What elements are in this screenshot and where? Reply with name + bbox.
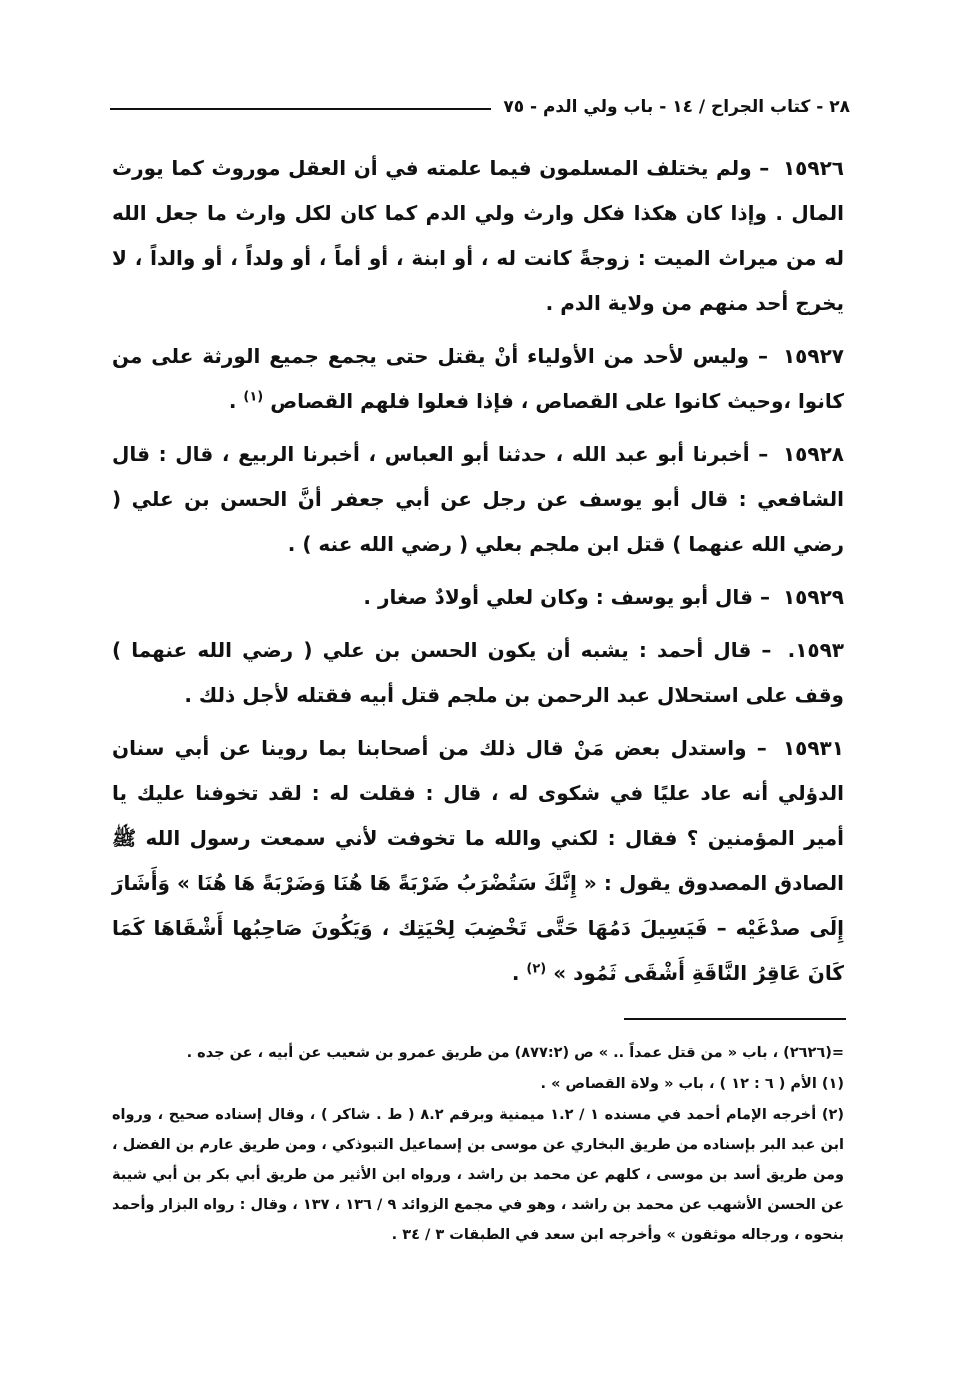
footnote-ref[interactable]: (١) xyxy=(243,389,264,405)
paragraph-number: ١٥٩٣. xyxy=(787,638,845,662)
paragraph-number: ١٥٩٢٧ xyxy=(782,344,844,368)
main-text xyxy=(112,146,844,1004)
paragraph-15926 xyxy=(112,146,844,326)
paragraph-tail: . xyxy=(228,389,244,413)
paragraph-15930 xyxy=(112,628,844,718)
footnote-continued: =(٢٦٢٦) ، باب « من قتل عمداً .. » ص (٨٧٧:٢) من طريق عمرو بن شعيب عن أبيه ، عن جده . xyxy=(186,1045,844,1061)
paragraph-number: ١٥٩٢٩ xyxy=(782,585,844,609)
paragraph-text: – واستدل بعض مَنْ قال ذلك من أصحابنا بما روينا عن أبي سنان الدؤلي أنه عاد عليًا في شكوى له ، قال : فقلت له : لقد تخوفنا عليك يا أمير المؤمنين ؟ فقال : لكني والله ما تخوفت لأني سمعت رسول الله ﷺ الصادق المصدوق يقول : « إِنَّكَ سَتُضْرَبُ ضَرْبَةً هَا هُنَا وَضَرْبَةً هَا هُنَا » وَأَشَارَ إِلَى صدْغَيْه – فَيَسِيلَ دَمُهَا حَتَّى تَخْضِبَ لِحْيَتِك ، وَيَكُونَ صَاحِبُها أَشْقَاهَا كَمَا كَانَ عَاقِرُ النَّاقَةِ أَشْقَى ثَمُود » xyxy=(112,736,844,985)
header-rule xyxy=(110,108,491,110)
paragraph-text: – أخبرنا أبو عبد الله ، حدثنا أبو العباس ، أخبرنا الربيع ، قال : قال الشافعي : قال أبو يوسف عن رجل عن أبي جعفر أنَّ الحسن بن علي ( رضي الله عنهما ) قتل ابن ملجم بعلي ( رضي الله عنه ) . xyxy=(112,442,844,556)
footnotes xyxy=(112,1038,844,1251)
paragraph-tail: . xyxy=(511,961,527,985)
paragraph-text: – ولم يختلف المسلمون فيما علمته في أن العقل موروث كما يورث المال . وإذا كان هكذا فكل وارث ولي الدم كما كان لكل وارث ما جعل الله له من ميراث الميت : زوجةً كانت له ، أو ابنة ، أو أماً ، أو ولداً ، أو والداً ، لا يخرج أحد منهم من ولاية الدم . xyxy=(112,156,844,315)
running-header xyxy=(110,92,850,122)
paragraph-number: ١٥٩٢٨ xyxy=(782,442,844,466)
footnote-rule xyxy=(624,1018,846,1020)
paragraph-number: ١٥٩٣١ xyxy=(782,736,844,760)
running-head-text: ٢٨ - كتاب الجراح / ١٤ - باب ولي الدم - ٧٥ xyxy=(503,97,850,117)
paragraph-15927 xyxy=(112,334,844,424)
paragraph-number: ١٥٩٢٦ xyxy=(782,156,844,180)
paragraph-text: – قال أبو يوسف : وكان لعلي أولادٌ صغار . xyxy=(363,585,770,609)
paragraph-15928 xyxy=(112,432,844,567)
footnote-2: (٢) أخرجه الإمام أحمد في مسنده ١ / ١.٢ ميمنية وبرقم ٨.٢ ( ط . شاكر ) ، وقال إسناده صحيح ، ورواه ابن عبد البر بإسناده من طريق البخاري عن موسى بن إسماعيل التبوذكي ، ومن طريق عارم بن الفضل ، ومن طريق أسد بن موسى ، كلهم عن محمد بن راشد ، ورواه ابن الأثير من طريق أبي بكر بن أبي شيبة عن الحسن الأشهب عن محمد بن راشد ، وهو في مجمع الزوائد ٩ / ١٣٦ ، ١٣٧ ، وقال : رواه البزار وأحمد بنحوه ، ورجاله موثقون » وأخرجه ابن سعد في الطبقات ٣ / ٣٤ . xyxy=(112,1107,844,1243)
footnote-ref[interactable]: (٢) xyxy=(526,961,547,977)
paragraph-15931 xyxy=(112,726,844,996)
paragraph-15929 xyxy=(112,575,844,620)
paragraph-text: – وليس لأحد من الأولياء أنْ يقتل حتى يجمع جميع الورثة على من كانوا ،وحيث كانوا على القصاص ، فإذا فعلوا فلهم القصاص xyxy=(112,344,844,413)
paragraph-text: – قال أحمد : يشبه أن يكون الحسن بن علي ( رضي الله عنهما ) وقف على استحلال عبد الرحمن بن ملجم قتل أبيه فقتله لأجل ذلك . xyxy=(112,638,844,707)
footnote-1: (١) الأم ( ٦ : ١٢ ) ، باب « ولاة القصاص » . xyxy=(540,1076,844,1092)
